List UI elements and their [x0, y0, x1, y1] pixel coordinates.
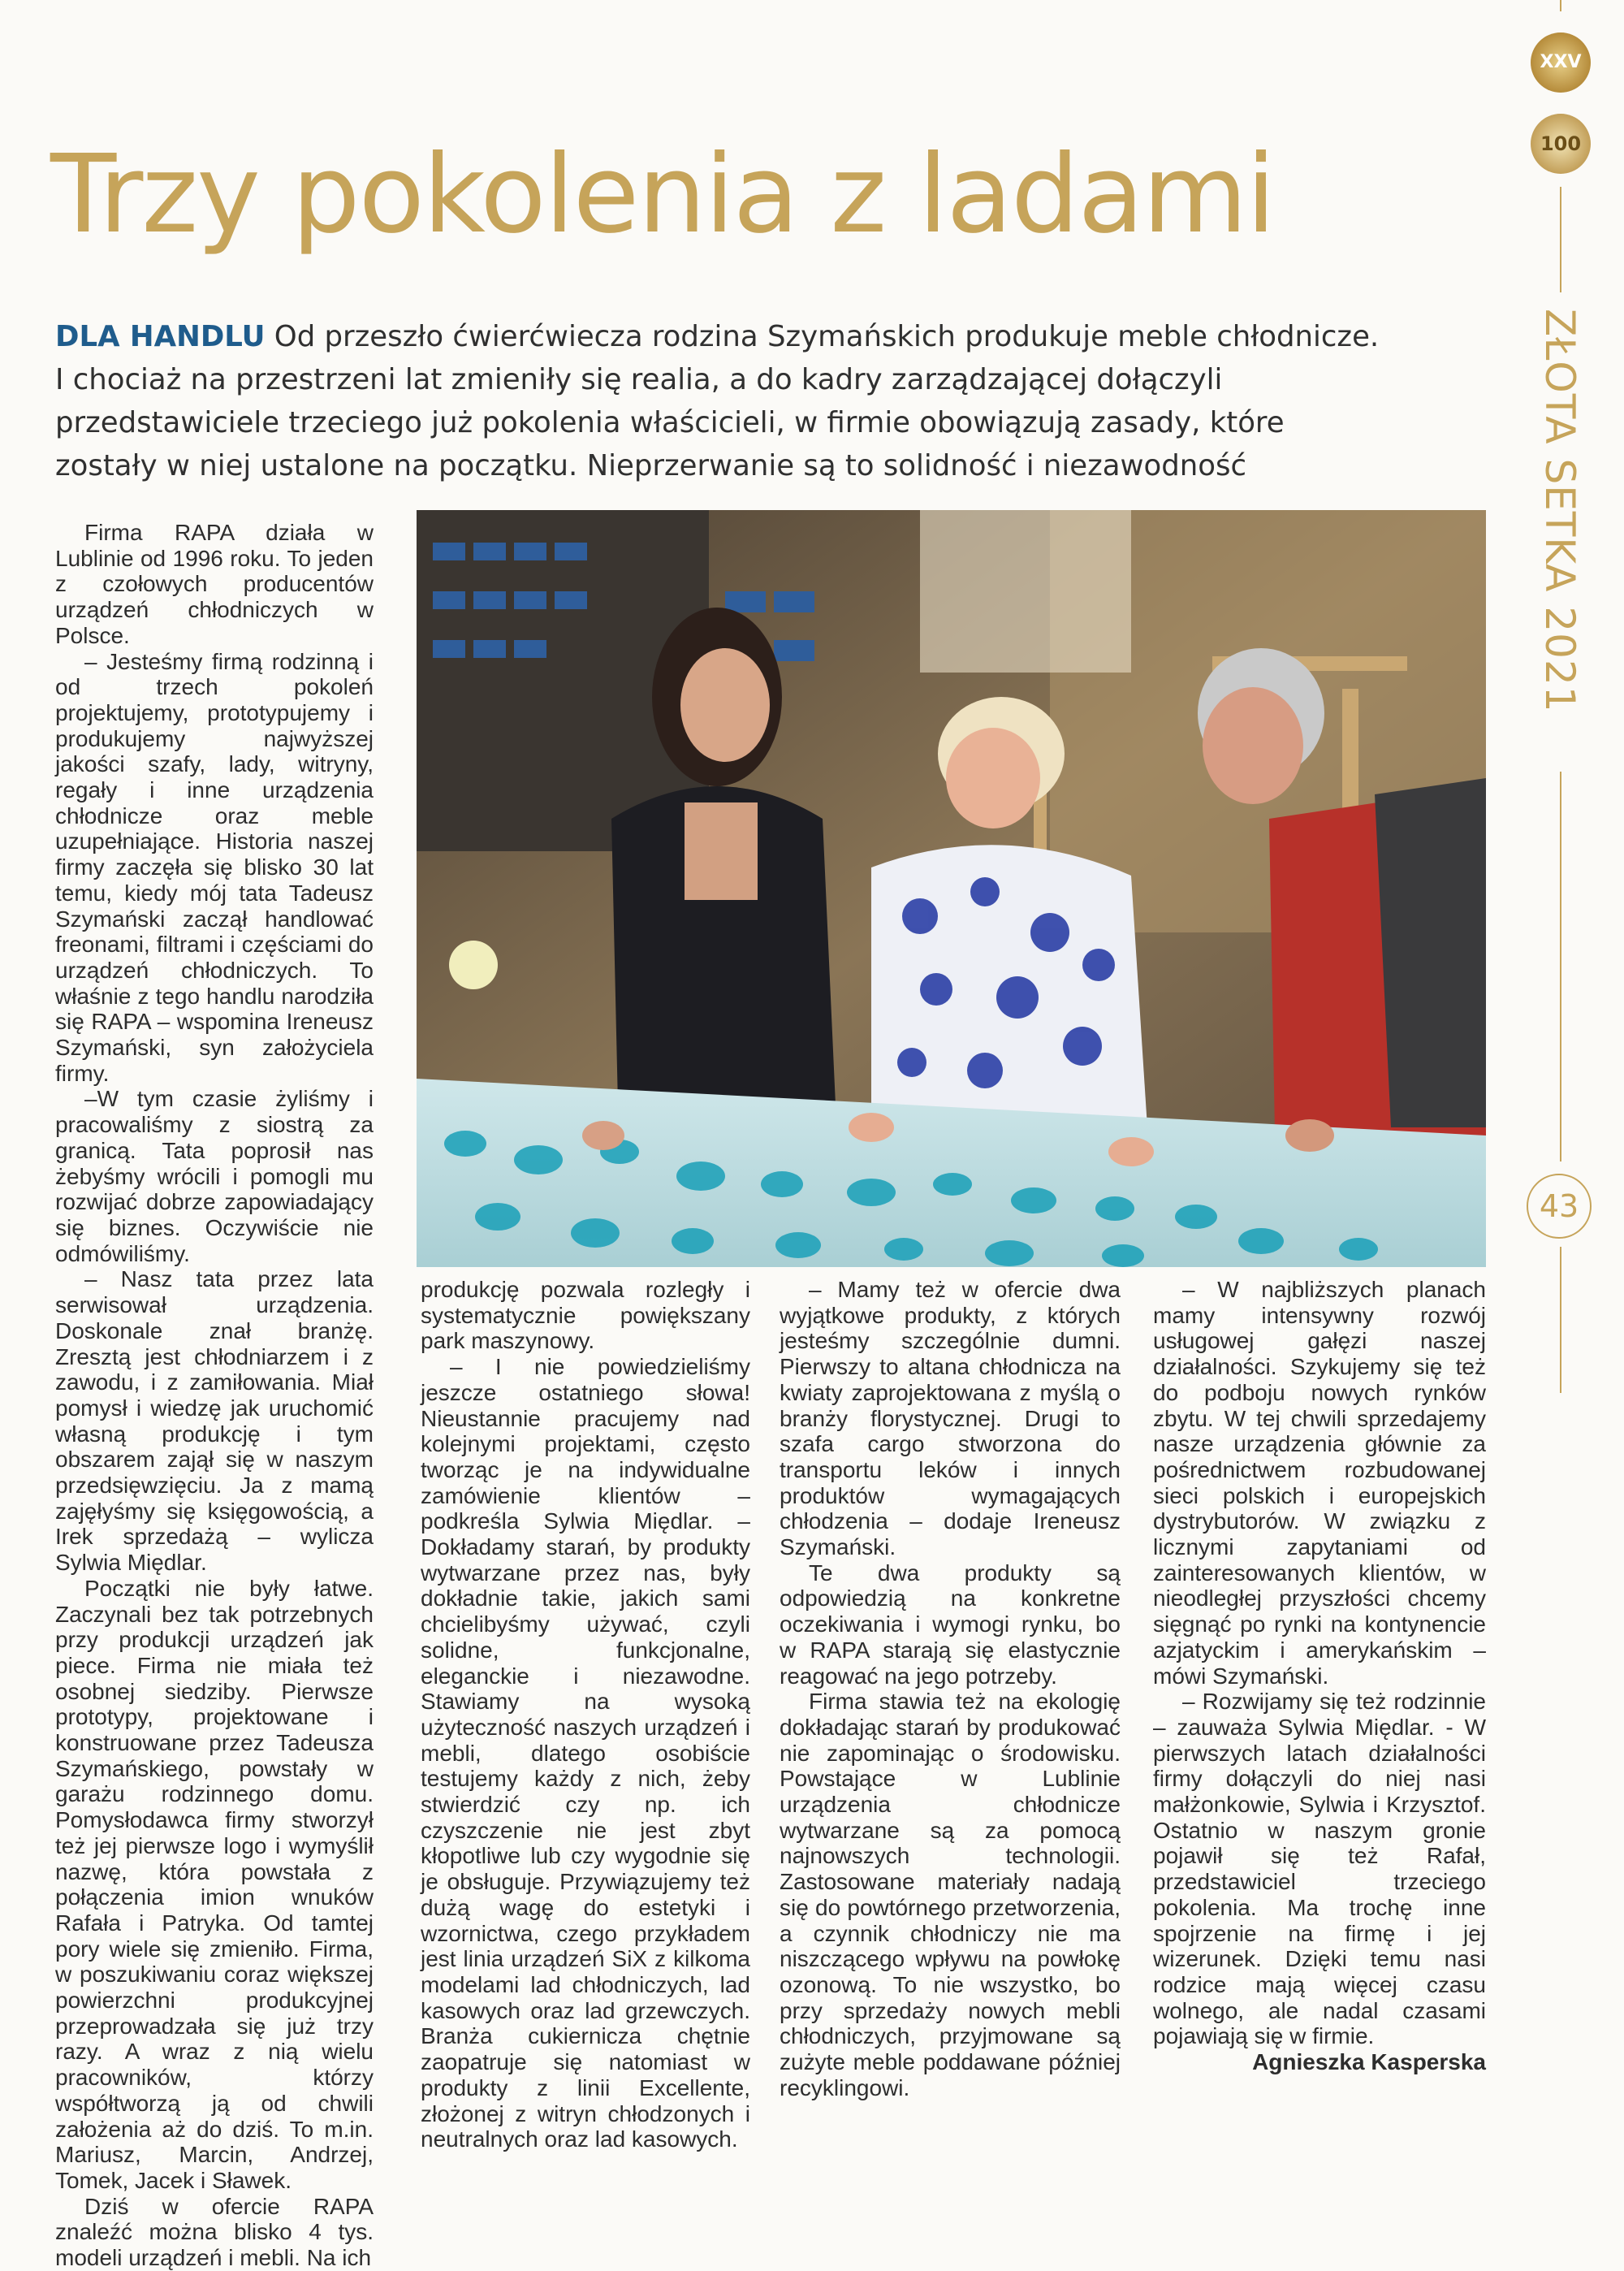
article-author: Agnieszka Kasperska	[1252, 2049, 1486, 2075]
workshop-photo-illustration	[417, 510, 1486, 1267]
paragraph: Dziś w ofercie RAPA znaleźć można blisko 4 tys. modeli urządzeń i mebli. Na ich	[55, 2193, 374, 2271]
lead-text: Od przeszło ćwierćwiecza rodzina Szymańskich produkuje meble chłodnicze. I chociaż na przestrzeni lat zmieniły się realia, a do kadry zarządzającej dołączyli przedstawiciele trzeciego już pokolenia właścicieli, w firmie obowiązują zasady, które zostały w niej ustalone na początku. Nieprzerwanie są to solidność i niezawodność	[55, 320, 1380, 482]
lead-kicker: DLA HANDLU	[55, 320, 266, 353]
column-3	[780, 1277, 1121, 2101]
paragraph: – Mamy też w ofercie dwa wyjątkowe produkty, z których jesteśmy szczególnie dumni. Pierwszy to altana chłodnicza na kwiaty zaprojektowana z myślą o branży florystycznej. Drugi to szafa cargo stworzona do transportu leków i innych produktów wymagających chłodzenia – dodaje Ireneusz Szymański.	[780, 1277, 1121, 1560]
paragraph: Te dwa produkty są odpowiedzią na konkretne oczekiwania i wymogi rynku, bo w RAPA starają się elastycznie reagować na jego potrzeby.	[780, 1559, 1121, 1689]
paragraph: produkcję pozwala rozległy i systematycznie powiększany park maszynowy.	[421, 1277, 750, 1354]
rail-divider	[1560, 772, 1561, 1161]
paragraph: – Nasz tata przez lata serwisował urządzenia. Doskonale znał branżę. Zresztą jest chłodniarzem i z zawodu, i z zamiłowania. Miał pomysł i wiedzę jak uruchomić własną produkcję i tym obszarem zajął się w naszym przedsięwzięciu. Ja z mamą zajęłyśmy się księgowością, a Irek sprzedażą – wylicza Sylwia Międlar.	[55, 1266, 374, 1576]
section-label: ZŁOTA SETKA 2021	[1536, 309, 1583, 713]
badge-bottom-label: 100	[1540, 132, 1582, 155]
rail-divider	[1560, 0, 1561, 11]
hundred-badge-icon	[1531, 114, 1591, 174]
paragraph: Firma RAPA działa w Lublinie od 1996 roku. To jeden z czołowych producentów urządzeń chłodniczych w Polsce.	[55, 520, 374, 648]
article-title: Trzy pokolenia z ladami	[50, 132, 1275, 257]
badge-top-label: XXV	[1540, 52, 1582, 72]
column-2	[421, 1277, 750, 2152]
article-photo	[417, 510, 1486, 1267]
rail-divider	[1560, 1247, 1561, 1393]
column-4	[1153, 1277, 1486, 2075]
paragraph: Początki nie były łatwe. Zaczynali bez tak potrzebnych przy produkcji urządzeń jak piece. Firma nie miała też osobnej siedziby. Pierwsze prototypy, projektowane i konstruowane przez Tadeusza Szymańskiego, powstały w garażu rodzinnego domu. Pomysłodawca firmy stworzył też jej pierwsze logo i wymyślił nazwę, która powstała z połączenia imion wnuków Rafała i Patryka. Od tamtej pory wiele się zmieniło. Firma, w poszukiwaniu coraz większej powierzchni produkcyjnej przeprowadzała się już trzy razy. A wraz z nią wielu pracowników, którzy współtworzą ją od chwili założenia aż do dziś. To m.in. Mariusz, Marcin, Andrzej, Tomek, Jacek i Sławek.	[55, 1575, 374, 2193]
column-1	[55, 520, 374, 2271]
paragraph: – Rozwijamy się też rodzinnie – zauważa Sylwia Międlar. - W pierwszych latach działalności firmy dołączyli do niej nasi małżonkowie, Sylwia i Krzysztof. Ostatnio w naszym gronie pojawił się też Rafał, przedstawiciel trzeciego pokolenia. Ma trochę inne spojrzenie na firmę i jej wizerunek. Dzięki temu nasi rodzice mają więcej czasu wolnego, ale nadal czasami pojawiają się w firmie.	[1153, 1689, 1486, 2049]
section-rail	[1496, 0, 1624, 2205]
article-lead	[55, 315, 1387, 487]
paragraph: –W tym czasie żyliśmy i pracowaliśmy z siostrą za granicą. Tata poprosił nas żebyśmy wrócili i pomogli mu rozwijać dobrze zapowiadający się biznes. Oczywiście nie odmówiliśmy.	[55, 1086, 374, 1266]
paragraph: – W najbliższych planach mamy intensywny rozwój usługowej gałęzi naszej działalności. Szykujemy się też do podboju nowych rynków zbytu. W tej chwili sprzedajemy nasze urządzenia głównie za pośrednictwem rozbudowanej sieci polskich i europejskich dystrybutorów. W związku z licznymi zapytaniami od zainteresowanych klientów, w nieodległej przyszłości chcemy sięgnąć po rynki na kontynencie azjatyckim i amerykańskim – mówi Szymański.	[1153, 1277, 1486, 1689]
rail-divider	[1560, 187, 1561, 292]
paragraph: Firma stawia też na ekologię dokładając starań by produkować nie zapominając o środowisku. Powstające w Lublinie urządzenia chłodnicze wytwarzane są za pomocą najnowszych technologii. Zastosowane materiały nadają się do powtórnego przetworzenia, a czynnik chłodniczy nie ma niszczącego wpływu na powłokę ozonową. To nie wszystko, bo przy sprzedaży nowych mebli chłodniczych, przyjmowane są zużyte meble poddawane później recyklingowi.	[780, 1689, 1121, 2100]
page-number: 43	[1527, 1174, 1592, 1239]
anniversary-badge-icon	[1531, 32, 1591, 93]
paragraph: – Jesteśmy firmą rodzinną i od trzech pokoleń projektujemy, prototypujemy i produkujemy najwyższej jakości szafy, lady, witryny, regały i inne urządzenia chłodnicze oraz meble uzupełniające. Historia naszej firmy zaczęła się blisko 30 lat temu, kiedy mój tata Tadeusz Szymański zaczął handlować freonami, filtrami i częściami do urządzeń chłodniczych. To właśnie z tego handlu narodziła się RAPA – wspomina Ireneusz Szymański, syn założyciela firmy.	[55, 648, 374, 1086]
paragraph: – I nie powiedzieliśmy jeszcze ostatniego słowa! Nieustannie pracujemy nad kolejnymi projektami, często tworząc je na indywidualne zamówienie klientów – podkreśla Sylwia Międlar. – Dokładamy starań, by produkty wytwarzane przez nas, były dokładnie takie, jakich sami chcielibyśmy używać, czyli solidne, funkcjonalne, eleganckie i niezawodne. Stawiamy na wysoką użyteczność naszych urządzeń i mebli, dlatego osobiście testujemy każdy z nich, żeby stwierdzić czy np. ich czyszczenie nie jest zbyt kłopotliwe lub czy wygodnie się je obsługuje. Przywiązujemy też dużą wagę do estetyki i wzornictwa, czego przykładem jest linia urządzeń SiX z kilkoma modelami lad chłodniczych, lad kasowych oraz lad grzewczych. Branża cukiernicza chętnie zaopatruje się natomiast w produkty z linii Excellente, złożonej z witryn chłodzonych i neutralnych oraz lad kasowych.	[421, 1354, 750, 2152]
